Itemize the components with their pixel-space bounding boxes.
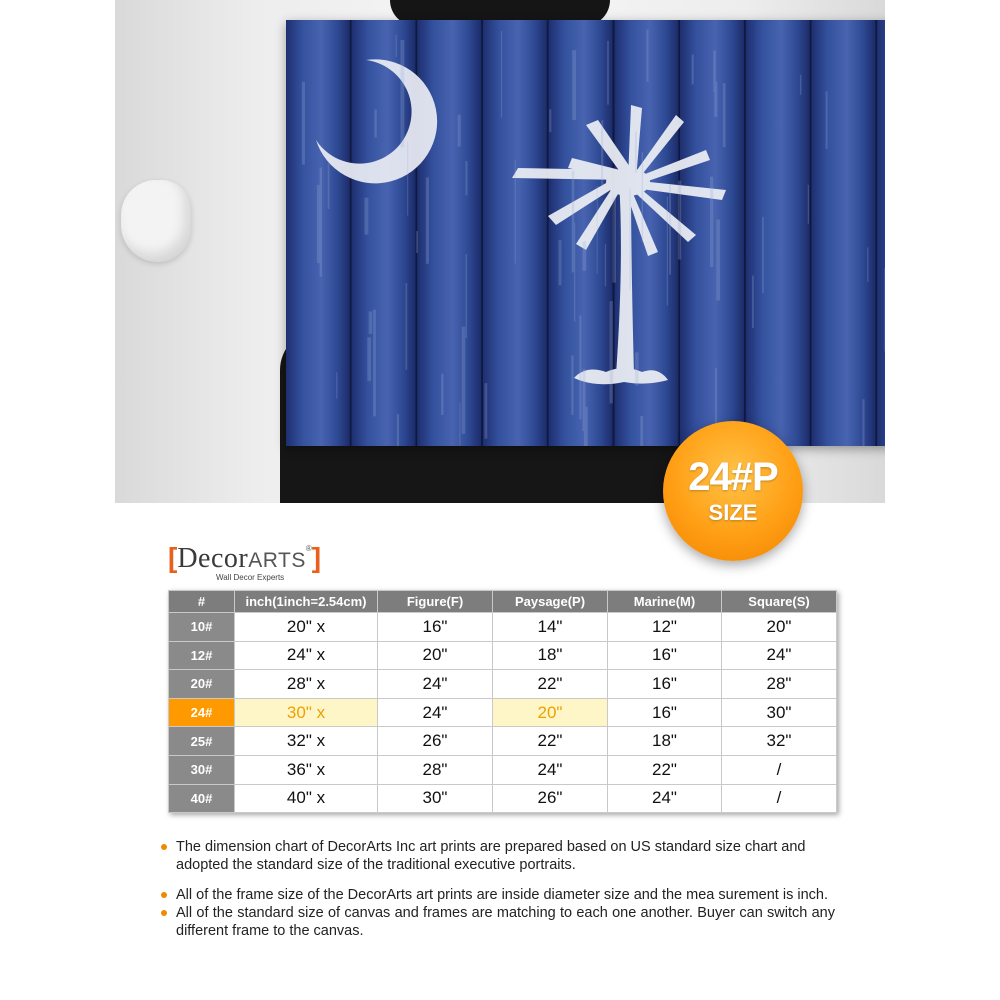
square-cell: 28" xyxy=(722,670,837,699)
square-cell: / xyxy=(722,784,837,813)
paysage-cell: 22" xyxy=(493,727,608,756)
paysage-cell: 22" xyxy=(493,670,608,699)
badge-size-label: SIZE xyxy=(708,500,758,525)
note-text: All of the standard size of canvas and frames are matching to each one another. Buyer can switch any different frame to the canvas. xyxy=(176,905,835,939)
square-cell: / xyxy=(722,755,837,784)
square-cell: 20" xyxy=(722,613,837,642)
marine-cell: 22" xyxy=(608,755,722,784)
figure-cell: 30" xyxy=(378,784,493,813)
left-glove xyxy=(121,180,191,262)
table-row xyxy=(169,784,837,813)
marine-cell: 16" xyxy=(608,641,722,670)
marine-cell: 16" xyxy=(608,670,722,699)
table-row xyxy=(169,727,837,756)
logo-word-arts: ARTS xyxy=(248,549,306,572)
header-number: # xyxy=(169,591,235,613)
logo-tagline: Wall Decor Experts xyxy=(216,573,285,582)
inch-cell: 20" x xyxy=(235,613,378,642)
marine-cell: 12" xyxy=(608,613,722,642)
size-code-cell: 12# xyxy=(169,641,235,670)
size-code-cell: 25# xyxy=(169,727,235,756)
header-inch: inch(1inch=2.54cm) xyxy=(235,591,378,613)
paysage-cell: 24" xyxy=(493,755,608,784)
note-item xyxy=(160,838,835,874)
size-badge xyxy=(663,421,803,561)
marine-cell: 24" xyxy=(608,784,722,813)
bullet-icon xyxy=(161,910,167,916)
header-figure: Figure(F) xyxy=(378,591,493,613)
size-code-cell: 40# xyxy=(169,784,235,813)
header-square: Square(S) xyxy=(722,591,837,613)
figure-cell: 26" xyxy=(378,727,493,756)
note-item xyxy=(160,886,835,904)
paysage-cell: 20" xyxy=(493,698,608,727)
logo-bracket-left: [ xyxy=(168,542,178,573)
size-chart-table xyxy=(168,590,837,813)
bullet-icon xyxy=(161,892,167,898)
bullet-icon xyxy=(161,844,167,850)
size-code-cell: 10# xyxy=(169,613,235,642)
square-cell: 24" xyxy=(722,641,837,670)
decorarts-logo xyxy=(168,543,328,583)
inch-cell: 24" x xyxy=(235,641,378,670)
paysage-cell: 18" xyxy=(493,641,608,670)
size-code-cell: 30# xyxy=(169,755,235,784)
note-text: All of the frame size of the DecorArts art prints are inside diameter size and the mea surement is inch. xyxy=(176,887,828,903)
table-row xyxy=(169,755,837,784)
marine-cell: 18" xyxy=(608,727,722,756)
paysage-cell: 14" xyxy=(493,613,608,642)
table-row xyxy=(169,670,837,699)
inch-cell: 32" x xyxy=(235,727,378,756)
inch-cell: 30" x xyxy=(235,698,378,727)
size-code-cell: 20# xyxy=(169,670,235,699)
note-text: The dimension chart of DecorArts Inc art prints are prepared based on US standard size chart and adopted the standard size of the traditional executive portraits. xyxy=(176,839,806,873)
size-notes xyxy=(160,838,835,940)
figure-cell: 16" xyxy=(378,613,493,642)
table-row xyxy=(169,613,837,642)
badge-size-code: 24#P xyxy=(688,455,778,499)
table-row-highlighted xyxy=(169,698,837,727)
square-cell: 30" xyxy=(722,698,837,727)
inch-cell: 40" x xyxy=(235,784,378,813)
flag-canvas-print xyxy=(286,20,885,446)
size-code-cell: 24# xyxy=(169,698,235,727)
inch-cell: 28" x xyxy=(235,670,378,699)
product-photo xyxy=(115,0,885,503)
square-cell: 32" xyxy=(722,727,837,756)
figure-cell: 20" xyxy=(378,641,493,670)
marine-cell: 16" xyxy=(608,698,722,727)
note-item xyxy=(160,904,835,940)
south-carolina-flag-image xyxy=(286,20,885,446)
inch-cell: 36" x xyxy=(235,755,378,784)
paysage-cell: 26" xyxy=(493,784,608,813)
figure-cell: 24" xyxy=(378,670,493,699)
figure-cell: 24" xyxy=(378,698,493,727)
header-paysage: Paysage(P) xyxy=(493,591,608,613)
logo-word-decor: Decor xyxy=(177,543,249,574)
header-marine: Marine(M) xyxy=(608,591,722,613)
table-row xyxy=(169,641,837,670)
figure-cell: 28" xyxy=(378,755,493,784)
logo-bracket-right: ] xyxy=(311,542,322,573)
table-header-row xyxy=(169,591,837,613)
logo-registered-mark: ® xyxy=(305,544,312,553)
